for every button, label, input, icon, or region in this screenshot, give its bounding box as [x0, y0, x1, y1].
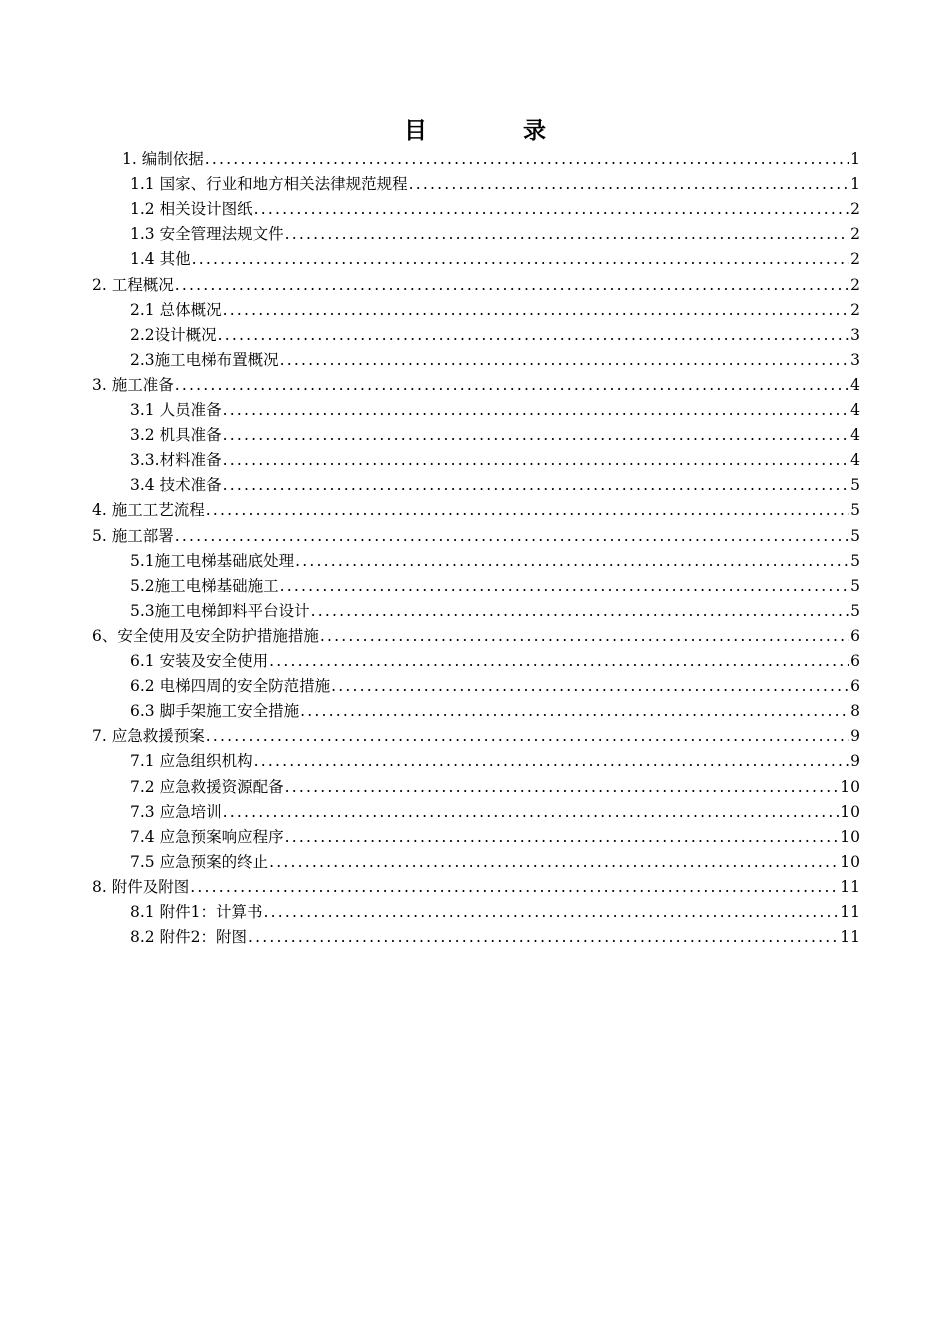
toc-entry[interactable]	[130, 222, 860, 247]
toc-leader-dots	[311, 599, 849, 624]
toc-leader-dots	[223, 423, 850, 448]
toc-leader-dots	[285, 222, 850, 247]
toc-entry-page: 9	[850, 752, 860, 771]
toc-entry[interactable]	[130, 850, 860, 875]
toc-entry[interactable]	[130, 298, 860, 323]
toc-entry-page: 5	[850, 501, 860, 520]
toc-entry[interactable]	[130, 574, 860, 599]
toc-entry-page: 5	[850, 576, 860, 595]
toc-entry-page: 2	[850, 300, 860, 319]
toc-entry-page: 6	[850, 626, 860, 645]
toc-leader-dots	[223, 800, 840, 825]
toc-entry-label: 3.2 机具准备	[130, 426, 222, 445]
toc-entry-label: 5.1施工电梯基础底处理	[130, 551, 295, 570]
toc-entry-page: 4	[850, 451, 860, 470]
toc-entry-label: 1.4 其他	[130, 250, 191, 269]
toc-entry-label: 7.5 应急预案的终止	[130, 852, 269, 871]
toc-entry-page: 10	[840, 777, 860, 796]
toc-entry-page: 2	[850, 200, 860, 219]
toc-entry[interactable]	[130, 749, 860, 774]
toc-entry[interactable]	[92, 624, 860, 649]
toc-entry-label: 5.3施工电梯卸料平台设计	[130, 601, 310, 620]
toc-entry-label: 1.2 相关设计图纸	[130, 200, 253, 219]
toc-entry[interactable]	[130, 775, 860, 800]
toc-entry-page: 5	[850, 601, 860, 620]
toc-leader-dots	[263, 900, 839, 925]
toc-entry[interactable]	[130, 323, 860, 348]
toc-entry[interactable]	[130, 649, 860, 674]
toc-entry-page: 10	[840, 802, 860, 821]
toc-entry[interactable]	[130, 825, 860, 850]
toc-entry-label: 3.4 技术准备	[130, 476, 222, 495]
toc-entry-label: 7. 应急救援预案	[92, 727, 205, 746]
toc-leader-dots	[280, 574, 849, 599]
toc-entry-label: 8. 附件及附图	[92, 877, 190, 896]
toc-entry-label: 5.2施工电梯基础施工	[130, 576, 279, 595]
toc-entry-label: 2.3施工电梯布置概况	[130, 350, 279, 369]
toc-entry-page: 4	[850, 426, 860, 445]
toc-entry-page: 4	[850, 401, 860, 419]
toc-leader-dots	[295, 549, 849, 574]
toc-entry[interactable]	[130, 247, 860, 272]
toc-entry-label: 6.1 安装及安全使用	[130, 652, 269, 670]
toc-leader-dots	[175, 273, 849, 298]
toc-entry-page: 11	[840, 903, 860, 921]
toc-entry-label: 7.4 应急预案响应程序	[130, 827, 284, 846]
toc-leader-dots	[206, 498, 849, 523]
toc-entry-label: 7.2 应急救援资源配备	[130, 777, 284, 796]
toc-entry[interactable]	[130, 473, 860, 498]
toc-leader-dots	[190, 875, 839, 900]
toc-entry-label: 2.1 总体概况	[130, 300, 222, 319]
toc-entry[interactable]	[130, 900, 860, 925]
toc-leader-dots	[320, 624, 849, 649]
toc-title-left: 目	[404, 117, 427, 144]
toc-entry-label: 2.2设计概况	[130, 325, 217, 344]
toc-entry[interactable]	[92, 524, 860, 549]
toc-entry-page: 9	[850, 727, 860, 746]
toc-entry-page: 3	[850, 325, 860, 344]
toc-entry-page: 2	[850, 250, 860, 269]
toc-entry-label: 4. 施工工艺流程	[92, 501, 205, 520]
toc-entry[interactable]	[92, 273, 860, 298]
toc-entry-label: 3. 施工准备	[92, 375, 174, 394]
toc-entry[interactable]	[92, 373, 860, 398]
toc-leader-dots	[175, 373, 849, 398]
toc-entry-page: 11	[840, 928, 860, 947]
toc-entry-page: 4	[850, 375, 860, 394]
toc-leader-dots	[248, 925, 839, 950]
toc-leader-dots	[206, 724, 849, 749]
toc-entry-label: 1. 编制依据	[122, 150, 204, 168]
toc-entry[interactable]	[130, 423, 860, 448]
toc-leader-dots	[223, 473, 850, 498]
toc-entry-page: 6	[850, 652, 860, 670]
toc-title-right: 录	[523, 117, 546, 144]
toc-entry[interactable]	[130, 448, 860, 473]
toc-entry[interactable]	[92, 875, 860, 900]
toc-leader-dots	[254, 749, 850, 774]
toc-entry-label: 6.2 电梯四周的安全防范措施	[130, 677, 331, 696]
toc-entry-page: 6	[850, 677, 860, 696]
toc-entry-page: 2	[850, 275, 860, 294]
toc-entry-label: 3.3.材料准备	[130, 451, 222, 470]
toc-entry-label: 6、安全使用及安全防护措施措施	[92, 626, 319, 645]
toc-leader-dots	[269, 649, 849, 674]
toc-entry[interactable]	[130, 197, 860, 222]
toc-entry-page: 1	[850, 150, 860, 168]
toc-entry-label: 2. 工程概况	[92, 275, 174, 294]
toc-entry-label: 1.1 国家、行业和地方相关法律规范规程	[130, 175, 408, 194]
toc-leader-dots	[223, 448, 850, 473]
toc-leader-dots	[331, 674, 849, 699]
toc-entry-page: 1	[850, 175, 860, 194]
toc-entry-label: 5. 施工部署	[92, 526, 174, 545]
toc-leader-dots	[300, 699, 849, 724]
toc-entry[interactable]	[92, 498, 860, 523]
toc-entry[interactable]	[130, 599, 860, 624]
toc-leader-dots	[254, 197, 850, 222]
toc-entry-label: 7.3 应急培训	[130, 802, 222, 821]
toc-entry[interactable]	[130, 398, 860, 423]
toc-entry[interactable]	[130, 172, 860, 197]
toc-leader-dots	[285, 775, 840, 800]
toc-entry-page: 10	[840, 852, 860, 871]
toc-entry-label: 8.2 附件2：附图	[130, 928, 247, 947]
toc-entry[interactable]	[130, 674, 860, 699]
toc-leader-dots	[409, 172, 850, 197]
toc-entry-page: 5	[850, 476, 860, 495]
toc-leader-dots	[175, 524, 849, 549]
toc-entry-page: 8	[850, 702, 860, 721]
toc-leader-dots	[223, 298, 850, 323]
toc-entry[interactable]	[130, 699, 860, 724]
toc-title	[0, 112, 950, 145]
toc-entry-page: 5	[850, 551, 860, 570]
toc-leader-dots	[205, 147, 849, 172]
toc-leader-dots	[218, 323, 849, 348]
toc-entry-page: 2	[850, 225, 860, 244]
toc-entry[interactable]	[130, 800, 860, 825]
toc-leader-dots	[285, 825, 840, 850]
toc-leader-dots	[192, 247, 850, 272]
toc-entry[interactable]	[130, 348, 860, 373]
toc-entry[interactable]	[122, 147, 860, 172]
toc-entry-label: 1.3 安全管理法规文件	[130, 225, 284, 244]
toc-leader-dots	[269, 850, 839, 875]
toc-entry[interactable]	[130, 925, 860, 950]
toc-entry-label: 8.1 附件1：计算书	[130, 903, 263, 921]
toc-entry[interactable]	[130, 549, 860, 574]
toc-entry-page: 11	[840, 877, 860, 896]
toc-entry-page: 5	[850, 526, 860, 545]
toc-entry-label: 6.3 脚手架施工安全措施	[130, 702, 300, 721]
toc-entry-page: 3	[850, 350, 860, 369]
toc-entry-label: 7.1 应急组织机构	[130, 752, 253, 771]
toc-entry-label: 3.1 人员准备	[130, 401, 222, 419]
toc-leader-dots	[223, 398, 850, 423]
toc-entry[interactable]	[92, 724, 860, 749]
toc-entry-page: 10	[840, 827, 860, 846]
toc-leader-dots	[280, 348, 849, 373]
